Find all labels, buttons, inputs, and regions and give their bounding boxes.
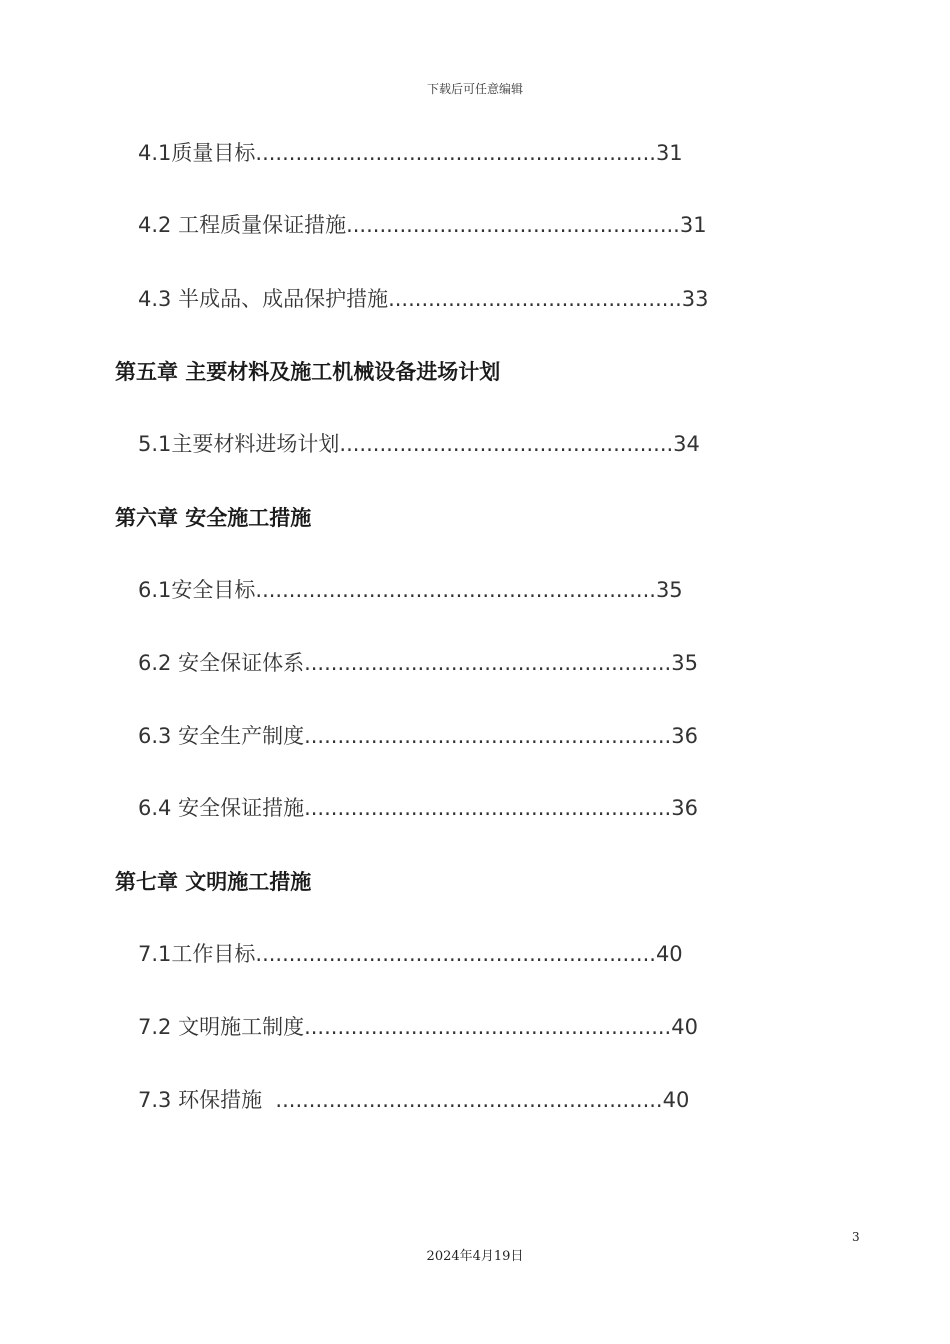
toc-entry-5-1[interactable] — [138, 428, 700, 458]
footer-date: 2024年4月19日 — [426, 1249, 524, 1264]
toc-entry-label: 7.2 文明施工制度 — [138, 1015, 305, 1039]
toc-entry-6-1[interactable] — [138, 574, 683, 604]
toc-leader-dots: .......................................................... — [262, 1088, 663, 1112]
toc-chapter-5[interactable]: 第五章 主要材料及施工机械设备进场计划 — [115, 360, 501, 384]
toc-entry-label: 6.2 安全保证体系 — [138, 651, 305, 675]
toc-entry-label: 4.3 半成品、成品保护措施 — [138, 287, 389, 311]
toc-page-number: 40 — [655, 942, 683, 966]
toc-leader-dots: ............................................................ — [255, 942, 656, 966]
toc-entry-label: 7.3 环保措施 — [138, 1088, 263, 1112]
toc-page-number: 40 — [662, 1088, 690, 1112]
toc-entry-4-3[interactable] — [138, 283, 709, 313]
toc-leader-dots: .................................................. — [346, 213, 680, 237]
toc-leader-dots: .................................................. — [339, 432, 674, 456]
toc-entry-4-1[interactable] — [138, 137, 683, 167]
toc-entry-7-2[interactable] — [138, 1011, 698, 1041]
toc-entry-6-3[interactable] — [138, 720, 698, 750]
toc-entry-6-4[interactable] — [138, 792, 698, 822]
toc-leader-dots: ............................................................ — [255, 578, 656, 602]
toc-entry-label: 6.3 安全生产制度 — [138, 724, 305, 748]
toc-page-number: 36 — [671, 724, 698, 748]
toc-entry-label: 5.1主要材料进场计划 — [138, 432, 340, 456]
page-number: 3 — [852, 1230, 860, 1244]
page-header: 下载后可任意编辑 — [426, 82, 523, 96]
toc-entry-4-2[interactable] — [138, 209, 707, 239]
toc-page-number: 31 — [655, 141, 683, 165]
toc-page-number: 36 — [671, 796, 698, 820]
toc-entry-label: 6.4 安全保证措施 — [138, 796, 305, 820]
toc-leader-dots: ....................................................... — [304, 1015, 672, 1039]
toc-chapter-6[interactable]: 第六章 安全施工措施 — [115, 506, 312, 530]
toc-leader-dots: ....................................................... — [304, 724, 672, 748]
toc-leader-dots: ....................................................... — [304, 796, 672, 820]
toc-leader-dots: ....................................................... — [304, 651, 672, 675]
toc-entry-7-3[interactable] — [138, 1084, 689, 1114]
toc-page-number: 31 — [679, 213, 707, 237]
toc-entry-label: 4.2 工程质量保证措施 — [138, 213, 347, 237]
toc-page-number: 34 — [673, 432, 700, 456]
toc-leader-dots: ............................................ — [388, 287, 682, 311]
toc-entry-label: 7.1工作目标 — [138, 942, 256, 966]
toc-page-number: 40 — [671, 1015, 698, 1039]
toc-entry-6-2[interactable] — [138, 647, 698, 677]
toc-entry-label: 4.1质量目标 — [138, 141, 256, 165]
toc-leader-dots: ............................................................ — [255, 141, 656, 165]
toc-page-number: 33 — [681, 287, 709, 311]
toc-entry-label: 6.1安全目标 — [138, 578, 256, 602]
toc-page-number: 35 — [671, 651, 698, 675]
toc-entry-7-1[interactable] — [138, 938, 683, 968]
toc-page-number: 35 — [655, 578, 683, 602]
toc-chapter-7[interactable]: 第七章 文明施工措施 — [115, 870, 312, 894]
